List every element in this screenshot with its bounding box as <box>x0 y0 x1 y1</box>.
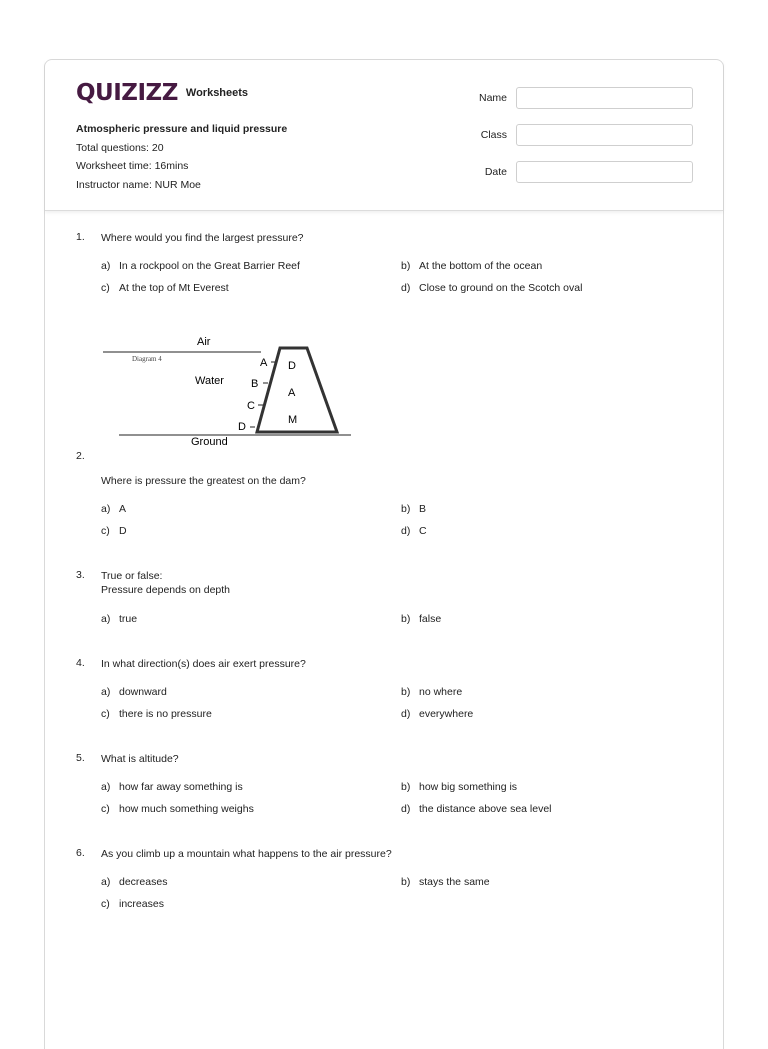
question-number: 2. <box>76 450 85 462</box>
question-text: Where is pressure the greatest on the dam? <box>101 475 306 487</box>
option-text: false <box>419 613 442 625</box>
option-text: how far away something is <box>119 781 243 793</box>
option-5d[interactable] <box>401 803 552 815</box>
option-letter: b) <box>401 260 411 272</box>
option-text: there is no pressure <box>119 708 212 720</box>
option-3a[interactable] <box>101 613 137 625</box>
option-text: Close to ground on the Scotch oval <box>419 282 583 294</box>
option-letter: c) <box>101 803 110 815</box>
option-letter: a) <box>101 613 111 625</box>
option-6b[interactable] <box>401 876 490 888</box>
option-letter: d) <box>401 803 411 815</box>
total-questions: Total questions: 20 <box>76 141 164 154</box>
question-text: As you climb up a mountain what happens to the air pressure? <box>101 848 392 860</box>
dam-letter-m: M <box>288 414 298 426</box>
marker-a: A <box>260 357 268 369</box>
option-6a[interactable] <box>101 876 167 888</box>
marker-c: C <box>247 400 255 412</box>
question-text: What is altitude? <box>101 753 179 765</box>
option-letter: c) <box>101 282 110 294</box>
option-4b[interactable] <box>401 686 462 698</box>
option-1c[interactable] <box>101 282 229 294</box>
option-5c[interactable] <box>101 803 254 815</box>
option-letter: a) <box>101 876 111 888</box>
marker-d: D <box>238 421 246 433</box>
diagram-caption: Diagram 4 <box>132 355 162 363</box>
option-text: the distance above sea level <box>419 803 552 815</box>
worksheet-meta <box>76 120 287 194</box>
option-letter: c) <box>101 708 110 720</box>
class-field-row <box>447 124 693 146</box>
worksheet-header <box>45 60 723 211</box>
option-text: D <box>119 525 127 537</box>
dam-diagram <box>101 332 361 452</box>
option-text: In a rockpool on the Great Barrier Reef <box>119 260 300 272</box>
question-number: 6. <box>76 847 85 859</box>
question-text: Where would you find the largest pressure? <box>101 232 304 244</box>
option-letter: a) <box>101 260 111 272</box>
instructor-name: Instructor name: NUR Moe <box>76 178 201 191</box>
water-label: Water <box>195 375 224 387</box>
worksheet-title: Atmospheric pressure and liquid pressure <box>76 123 288 135</box>
option-2a[interactable] <box>101 503 126 515</box>
option-1a[interactable] <box>101 260 300 272</box>
option-2c[interactable] <box>101 525 127 537</box>
question-number: 4. <box>76 657 85 669</box>
option-text: B <box>419 503 427 515</box>
date-label: Date <box>484 166 507 178</box>
option-5b[interactable] <box>401 781 517 793</box>
option-text: true <box>119 613 138 625</box>
option-text: At the top of Mt Everest <box>119 282 229 294</box>
option-3b[interactable] <box>401 613 441 625</box>
option-letter: d) <box>401 282 411 294</box>
option-letter: d) <box>401 708 411 720</box>
option-letter: c) <box>101 898 110 910</box>
option-text: no where <box>419 686 463 698</box>
option-text: increases <box>119 898 164 910</box>
question-text: In what direction(s) does air exert pressure? <box>101 658 306 670</box>
option-letter: d) <box>401 525 411 537</box>
option-text: A <box>119 503 127 515</box>
option-text: C <box>419 525 427 537</box>
option-text: decreases <box>119 876 168 888</box>
date-field-row <box>447 161 693 183</box>
option-6c[interactable] <box>101 898 164 910</box>
option-letter: b) <box>401 781 411 793</box>
option-text: stays the same <box>419 876 490 888</box>
option-letter: a) <box>101 686 111 698</box>
option-2d[interactable] <box>401 525 427 537</box>
date-input[interactable] <box>516 161 693 183</box>
option-1b[interactable] <box>401 260 542 272</box>
ground-label: Ground <box>191 436 228 448</box>
question-number: 5. <box>76 752 85 764</box>
air-label: Air <box>197 336 211 348</box>
option-text: downward <box>119 686 167 698</box>
option-4a[interactable] <box>101 686 167 698</box>
question-number: 3. <box>76 569 85 581</box>
dam-letter-a: A <box>288 387 296 399</box>
option-text: At the bottom of the ocean <box>419 260 543 272</box>
question-number: 1. <box>76 231 85 243</box>
class-label: Class <box>480 129 507 141</box>
option-letter: a) <box>101 781 111 793</box>
option-letter: b) <box>401 876 411 888</box>
logo-subtitle: Worksheets <box>185 87 249 99</box>
option-letter: a) <box>101 503 111 515</box>
dam-letter-d: D <box>288 360 296 372</box>
quizizz-logo <box>76 80 248 106</box>
class-input[interactable] <box>516 124 693 146</box>
question-text: True or false: <box>101 570 163 582</box>
option-letter: b) <box>401 613 411 625</box>
option-2b[interactable] <box>401 503 426 515</box>
name-label: Name <box>478 92 507 104</box>
option-letter: c) <box>101 525 110 537</box>
option-text: how big something is <box>419 781 518 793</box>
option-5a[interactable] <box>101 781 243 793</box>
name-input[interactable] <box>516 87 693 109</box>
option-letter: b) <box>401 686 411 698</box>
option-4c[interactable] <box>101 708 212 720</box>
option-letter: b) <box>401 503 411 515</box>
option-text: how much something weighs <box>119 803 254 815</box>
option-1d[interactable] <box>401 282 582 294</box>
worksheet-page <box>44 59 724 1049</box>
option-text: everywhere <box>419 708 474 720</box>
worksheet-time: Worksheet time: 16mins <box>76 160 189 172</box>
option-4d[interactable] <box>401 708 473 720</box>
question-text-line-2: Pressure depends on depth <box>101 584 231 596</box>
marker-b: B <box>251 378 259 390</box>
logo-text: QUIZIZZ <box>76 80 178 106</box>
name-field-row <box>447 87 693 109</box>
